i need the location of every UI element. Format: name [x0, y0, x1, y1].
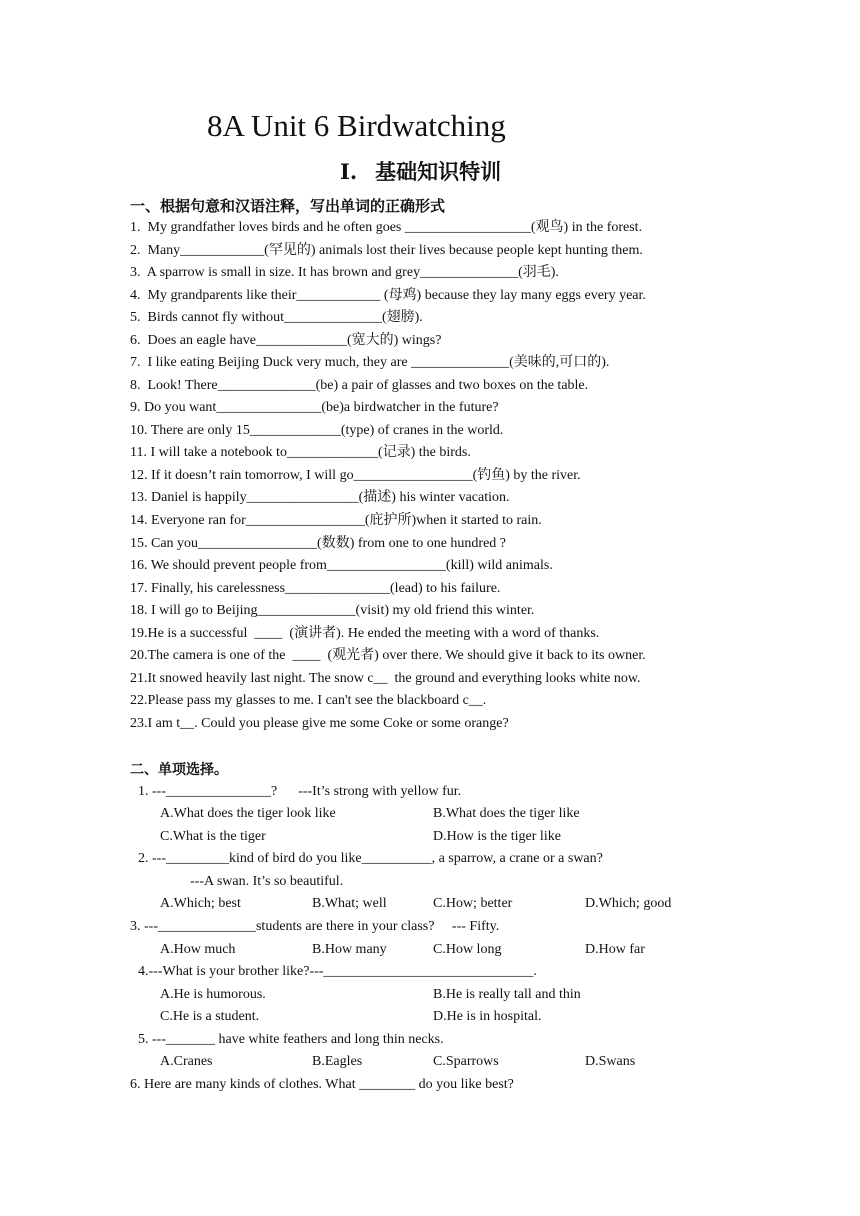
mc-option-b: B.What; well	[312, 896, 387, 911]
mc-option-b: B.What does the tiger like	[433, 806, 580, 821]
exercise-item: 10. There are only 15_____________(type) of cranes in the world.	[130, 423, 504, 438]
mc-option-c: C.What is the tiger	[160, 829, 266, 844]
mc-question-reply: ---A swan. It’s so beautiful.	[190, 874, 344, 889]
mc-option-d: D.How far	[585, 942, 645, 957]
exercise-item: 4. My grandparents like their____________ (母鸡) because they lay many eggs every year.	[130, 288, 646, 303]
mc-option-a: A.Cranes	[160, 1054, 213, 1069]
exercise-item: 7. I like eating Beijing Duck very much, they are ______________(美味的,可口的).	[130, 355, 610, 370]
mc-option-c: C.Sparrows	[433, 1054, 499, 1069]
exercise-item: 13. Daniel is happily________________(描述) his winter vacation.	[130, 490, 510, 505]
exercise-item: 23.I am t__. Could you please give me some Coke or some orange?	[130, 716, 509, 731]
exercise-item: 2. Many____________(罕见的) animals lost their lives because people kept hunting them.	[130, 243, 643, 258]
exercise-item: 1. My grandfather loves birds and he often goes __________________(观鸟) in the forest.	[130, 220, 643, 235]
mc-option-d: D.Which; good	[585, 896, 672, 911]
exercise-item: 6. Does an eagle have_____________(宽大的) wings?	[130, 333, 442, 348]
exercise-item: 21.It snowed heavily last night. The snow c__ the ground and everything looks white now.	[130, 671, 641, 686]
mc-option-d: D.He is in hospital.	[433, 1009, 542, 1024]
section-title: 基础知识特训	[375, 159, 502, 184]
exercise-item: 8. Look! There______________(be) a pair of glasses and two boxes on the table.	[130, 378, 589, 393]
part2-heading: 二、单项选择。	[130, 762, 228, 778]
mc-question-stem: 2. ---_________kind of bird do you like__________, a sparrow, a crane or a swan?	[138, 851, 603, 866]
mc-question-stem: 4.---What is your brother like?---______________________________.	[138, 964, 537, 979]
exercise-item: 11. I will take a notebook to_____________(记录) the birds.	[130, 445, 471, 460]
exercise-item: 14. Everyone ran for_________________(庇护所)when it started to rain.	[130, 513, 542, 528]
exercise-item: 9. Do you want_______________(be)a birdwatcher in the future?	[130, 400, 499, 415]
part1-heading: 一、根据句意和汉语注释，写出单词的正确形式	[130, 197, 446, 215]
mc-question-stem: 5. ---_______ have white feathers and long thin necks.	[138, 1032, 444, 1047]
mc-option-a: A.How much	[160, 942, 236, 957]
mc-option-b: B.He is really tall and thin	[433, 987, 581, 1002]
exercise-item: 12. If it doesn’t rain tomorrow, I will go_________________(钓鱼) by the river.	[130, 468, 581, 483]
exercise-item: 15. Can you_________________(数数) from one to one hundred ?	[130, 536, 506, 551]
page-title: 8A Unit 6 Birdwatching	[207, 108, 506, 143]
exercise-item: 17. Finally, his carelessness_______________(lead) to his failure.	[130, 581, 501, 596]
mc-option-d: D.Swans	[585, 1054, 636, 1069]
exercise-item: 16. We should prevent people from_________________(kill) wild animals.	[130, 558, 553, 573]
mc-option-c: C.How long	[433, 942, 502, 957]
mc-option-b: B.How many	[312, 942, 387, 957]
mc-option-a: A.Which; best	[160, 896, 241, 911]
section-number: I.	[340, 159, 358, 184]
mc-option-d: D.How is the tiger like	[433, 829, 561, 844]
exercise-item: 5. Birds cannot fly without______________(翅膀).	[130, 310, 423, 325]
mc-question-stem: 1. ---_______________? ---It’s strong with yellow fur.	[138, 784, 462, 799]
mc-question-stem: 3. ---______________students are there in your class? --- Fifty.	[130, 919, 500, 934]
section-heading	[340, 157, 501, 187]
mc-question-stem: 6. Here are many kinds of clothes. What ________ do you like best?	[130, 1077, 514, 1092]
exercise-item: 20.The camera is one of the ____ (观光者) over there. We should give it back to its owner.	[130, 648, 646, 663]
mc-option-a: A.What does the tiger look like	[160, 806, 336, 821]
exercise-item: 18. I will go to Beijing______________(visit) my old friend this winter.	[130, 603, 535, 618]
mc-option-b: B.Eagles	[312, 1054, 363, 1069]
mc-option-c: C.How; better	[433, 896, 513, 911]
mc-option-a: A.He is humorous.	[160, 987, 266, 1002]
mc-option-c: C.He is a student.	[160, 1009, 260, 1024]
exercise-item: 3. A sparrow is small in size. It has brown and grey______________(羽毛).	[130, 265, 559, 280]
exercise-item: 19.He is a successful ____ (演讲者). He ended the meeting with a word of thanks.	[130, 626, 600, 641]
exercise-item: 22.Please pass my glasses to me. I can't see the blackboard c__.	[130, 693, 487, 708]
